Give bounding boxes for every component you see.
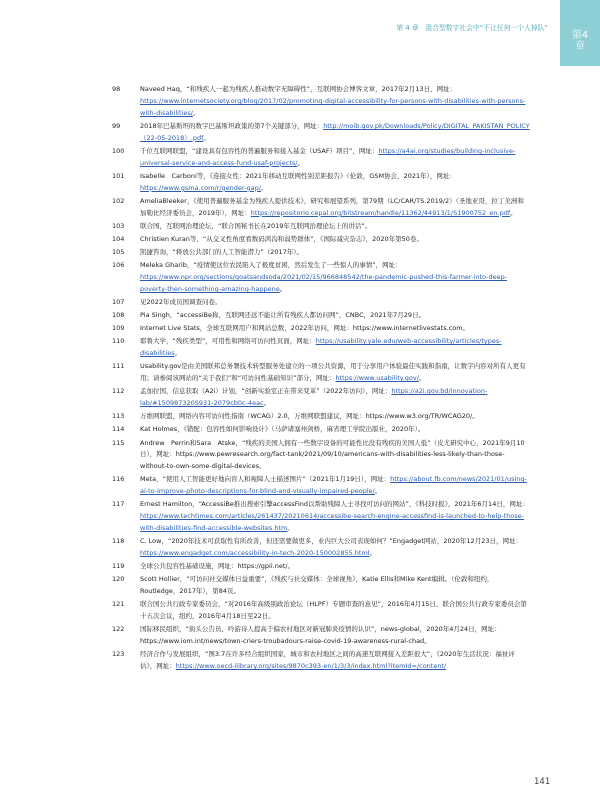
footnote-number: 110 xyxy=(112,337,125,346)
footnote-end: 。 xyxy=(374,487,382,496)
footnote-text: 耶鲁大学，“残疾类型”，可用性和网络可访问性页面，网址： xyxy=(140,337,316,346)
footnote-number: 118 xyxy=(112,537,125,546)
footnote xyxy=(112,561,530,573)
footnote xyxy=(112,574,530,598)
page-header xyxy=(0,0,600,70)
footnote-number: 115 xyxy=(112,438,125,447)
footnote-text: AmeliaBleeker，《使用普遍服务基金为残疾人提供技术》，研究和展望系列，第79期（LC/CAR/TS.2019/2）（圣地亚哥，拉丁美洲和加勒比经济委员会，2019年），网址： xyxy=(140,196,524,217)
footnote xyxy=(112,474,530,498)
footnote-text: Kat Holmes，《错配：包容性如何影响设计》（马萨诸塞州剑桥，麻省理工学院出版社，2020年）。 xyxy=(140,425,425,434)
footnote-link[interactable]: https://www.npr.org/sections/goatsandsoda/2021/02/15/966848542/the-pandemic-pushed-this-farmer-into-deep-poverty-then-something-amazing-happene xyxy=(140,273,508,293)
footnote xyxy=(112,424,530,436)
footnote-end: 。 xyxy=(279,285,287,293)
footnote-number: 117 xyxy=(112,500,125,509)
footnote xyxy=(112,171,530,195)
footnote-number: 120 xyxy=(112,575,125,584)
page-number: 141 xyxy=(534,777,551,787)
footnote-link[interactable]: https://www.engadget.com/accessibility-in-tech-2020-150002855.html xyxy=(140,549,370,558)
footnote-number: 103 xyxy=(112,221,125,230)
footnote-text: Internet Live Stats，全球互联网用户和网站总数，2022年访问，网址：https://www.internetlivestats.com。 xyxy=(140,324,470,333)
footnote-end: 。 xyxy=(369,549,377,558)
footnote xyxy=(112,624,530,648)
footnote xyxy=(112,121,530,145)
footnote-number: 122 xyxy=(112,625,125,634)
footnote-number: 114 xyxy=(112,425,125,434)
footnote xyxy=(112,146,530,170)
footnote xyxy=(112,411,530,423)
footnote xyxy=(112,499,530,535)
footnote-link[interactable]: https://www.internetsociety.org/blog/2017/02/promoting-digital-accessibility-for-persons-with-disabilities-with-persons-with-disabilities/ xyxy=(140,96,526,117)
footnote xyxy=(112,221,530,233)
footnote xyxy=(112,386,530,410)
footnote-link[interactable]: http://moib.gov.pk/Downloads/Policy/DIGITAL_PAKISTAN_POLICY（22-05-2018）.pdf xyxy=(140,121,530,142)
footnote-link[interactable]: https://a2i.gov.bd/innovation-lab/#150987320S931-2079cb0c-4eac xyxy=(140,387,488,408)
footnote-link[interactable]: https://a4ai.org/studies/building-inclusive-universal-service-and-access-fund-usaf-projects/ xyxy=(140,146,516,167)
footnote-text: 联合国，互联网治理论坛，“联合国秘书长在2019年互联网治理论坛上的讲话”。 xyxy=(140,221,372,230)
footnote-link[interactable]: https://about.fb.com/news/2021/01/using-ai-to-improve-photo-descriptions-for-blind-and-visually-impaired-people/ xyxy=(140,475,527,496)
footnote xyxy=(112,297,530,309)
footnote-number: 116 xyxy=(112,475,125,484)
footnote-link[interactable]: https://www.usability.gov/ xyxy=(335,374,419,383)
footnote-text: 见2022年成员国调查问卷。 xyxy=(140,298,222,307)
footnote-end: 。 xyxy=(260,183,268,192)
footnote-number: 102 xyxy=(112,196,125,205)
footnote-link[interactable]: https://repositorio.cepal.org/bitstream/handle/11362/44913/1/S1900752_en.pdf xyxy=(250,208,511,217)
footnote-link[interactable]: https://www.oecd-ilibrary.org/sites/9870c393-en/1/3/3/index.html?itemId=/content/ xyxy=(175,662,447,671)
footnote xyxy=(112,438,530,474)
footnote-link[interactable]: https://www.techtimes.com/articles/261437/20210614/accessibe-search-engine-accessfind-is-launched-to-help-those-with-disabilities-find-accessible-websites.htm xyxy=(140,512,525,533)
footnote-end: 。 xyxy=(297,158,304,167)
chapter-tab-line1: 第4 xyxy=(571,30,589,41)
footnote-link[interactable]: https://usability.yale.edu/web-accessibility/articles/types-disabilities xyxy=(140,337,502,358)
footnote-text: 全球公共包容性基础设施，网址：https://gpii.net/。 xyxy=(140,562,295,571)
footnote-text: Pia Singh，“accessiBe称，互联网还远不能让所有残疾人都访问网”，CNBC，2021年7月29日。 xyxy=(140,311,426,320)
footnote-text: Naveed Haq，“和残疾人一起为残疾人推动数字无障碍性”，互联网协会博客文章，2017年2月13日，网址： xyxy=(140,85,457,93)
footnote-number: 107 xyxy=(112,298,125,307)
footnote-text: Ernest Hamilton，“AccessiBe推出搜索引擎accessFind以帮助残障人士寻找可访问的网站”，《科技时报》，2021年6月14日，网址： xyxy=(140,500,529,509)
footnote-text: 联合国公共行政专家委员会，“对2016年高级别政治论坛（HLPF）专题审查的意见”，2016年4月15日，联合国公共行政专家委员会第十五次会议，纽约，2016年4月18日至22日。 xyxy=(140,600,527,621)
footnote-number: 100 xyxy=(112,146,125,155)
footnote xyxy=(112,247,530,259)
footnote-end: 。 xyxy=(174,349,182,358)
footnote-text: 2018年巴基斯坦的数字巴基斯坦政策的第7个关键部分，网址： xyxy=(140,121,324,130)
footnote-number: 104 xyxy=(112,235,125,243)
footnote xyxy=(112,260,530,296)
footnote-end: 。 xyxy=(203,133,210,142)
footnote xyxy=(112,234,530,246)
footnote-number: 112 xyxy=(112,387,125,396)
footnote-number: 98 xyxy=(112,85,121,93)
chapter-tab xyxy=(560,0,600,66)
footnote-number: 109 xyxy=(112,324,125,333)
footnote-number: 99 xyxy=(112,121,121,130)
chapter-tab-line2: 章 xyxy=(575,41,585,52)
footnote-end: 。 xyxy=(418,374,426,383)
footnote-text: Meta，“使用人工智能更好地向盲人和视障人士描述图片”（2021年1月19日），网址： xyxy=(140,475,391,484)
footnote xyxy=(112,361,530,385)
footnote-end: 。 xyxy=(192,108,200,117)
footnote-text: C. Low，“2020年技术可获取性有所改善，但还需要做更多，业内巨大公司表现如何？”Engadget网站，2020年12月23日，网址： xyxy=(140,537,522,546)
footnote-text: Christien Kuran等，“从交叉性角度看数码鸿沟和弱势群体”，《国际减灾杂志》，2020年第50卷。 xyxy=(140,235,423,243)
footnote-link[interactable]: https://www.gsma.com/r/gender-gap/ xyxy=(140,183,261,192)
footnote-end: 。 xyxy=(510,208,517,217)
footnote-text: Isabelle Carboni等，《连接女性：2021年移动互联网性别差距报告》（伦敦，GSM协会，2021年），网址： xyxy=(140,171,456,180)
footnote xyxy=(112,599,530,623)
footnote-number: 108 xyxy=(112,311,125,320)
footnote xyxy=(112,196,530,220)
footnote-number: 113 xyxy=(112,412,125,421)
chapter-title: 第 4 章 混合型数字社会中“不让任何一个人掉队” xyxy=(396,24,548,32)
footnote-number: 101 xyxy=(112,171,125,180)
footnote-text: 国际移民组织，“街头公告员、吟游诗人提高于偏农村地区对新冠肺炎疫情的认识”，news-global，2020年4月24日，网址：https://www.iom.int/news/town-criers-troubadours-raise-covid-19-awareness-rural-chad。 xyxy=(140,625,501,646)
footnote-number: 111 xyxy=(112,362,125,371)
footnotes-list xyxy=(112,84,530,674)
footnote-text: 经济合作与发展组织，“图3.7在许多经合组织国家，城市和农村地区之间的高速互联网接入差距很大”，《2020年生活状况：福祉评估》，网址： xyxy=(140,650,515,671)
footnote-text: Usability.gov是由美国联邦总务署技术转型服务处建立的一项公共资源，用于分享用户体验最佳实践和指南，让数字内容对所有人更有用；请参阅该网站的“关于我们”和“可访问性基础知识”部分，网址： xyxy=(140,362,526,383)
footnote-number: 121 xyxy=(112,600,125,609)
footnote-number: 123 xyxy=(112,650,125,659)
footnote-text: 孟加拉国，信息获取（A2i）计划，“创新实验室正在带来变革”（2022年访问），网址： xyxy=(140,387,392,396)
footnote-number: 105 xyxy=(112,248,125,257)
footnote xyxy=(112,336,530,360)
footnote-number: 106 xyxy=(112,261,125,270)
footnote-text: Meleka Gharib，“疫情使这位农民陷入了极度贫困，然后发生了一些惊人的事情”，网址： xyxy=(140,261,402,270)
footnote-number: 119 xyxy=(112,562,125,571)
footnote-end: 。 xyxy=(263,399,271,408)
footnote xyxy=(112,84,530,120)
footnote-text: 凯捷咨询，“释放公共部门的人工智能潜力”（2017年）。 xyxy=(140,248,304,257)
footnote xyxy=(112,310,530,322)
footnote-end: 。 xyxy=(287,524,294,533)
footnote xyxy=(112,649,530,673)
footnote xyxy=(112,536,530,560)
footnote-text: Andrew Perrin和Sara Atske，“残疾的美国人拥有一些数字设备的可能性比没有残疾的美国人低”（皮尤研究中心，2021年9月10日），网址：https://www.pewresearch.org/fact-tank/2021/09/10/americans-with-disabilities-less-likely-than-those-without-to-own-some-digital-devices。 xyxy=(140,438,525,471)
footnote-text: 千位互联网联盟，“建设具有包容性的普遍服务和接入基金（USAF）项目”，网址： xyxy=(140,146,379,155)
footnote xyxy=(112,323,530,335)
footnote-text: Scott Hollier，“可访问社交媒体日益重要”，《残疾与社交媒体：全球视角》，Katie Ellis和Mike Kent编辑。（伦敦和纽约，Routledge，2017年），第84页。 xyxy=(140,575,494,596)
footnote-text: 万维网联盟，网络内容可访问性指南（WCAG）2.0，万维网联盟建议，网址：https://www.w3.org/TR/WCAG20/。 xyxy=(140,412,479,421)
